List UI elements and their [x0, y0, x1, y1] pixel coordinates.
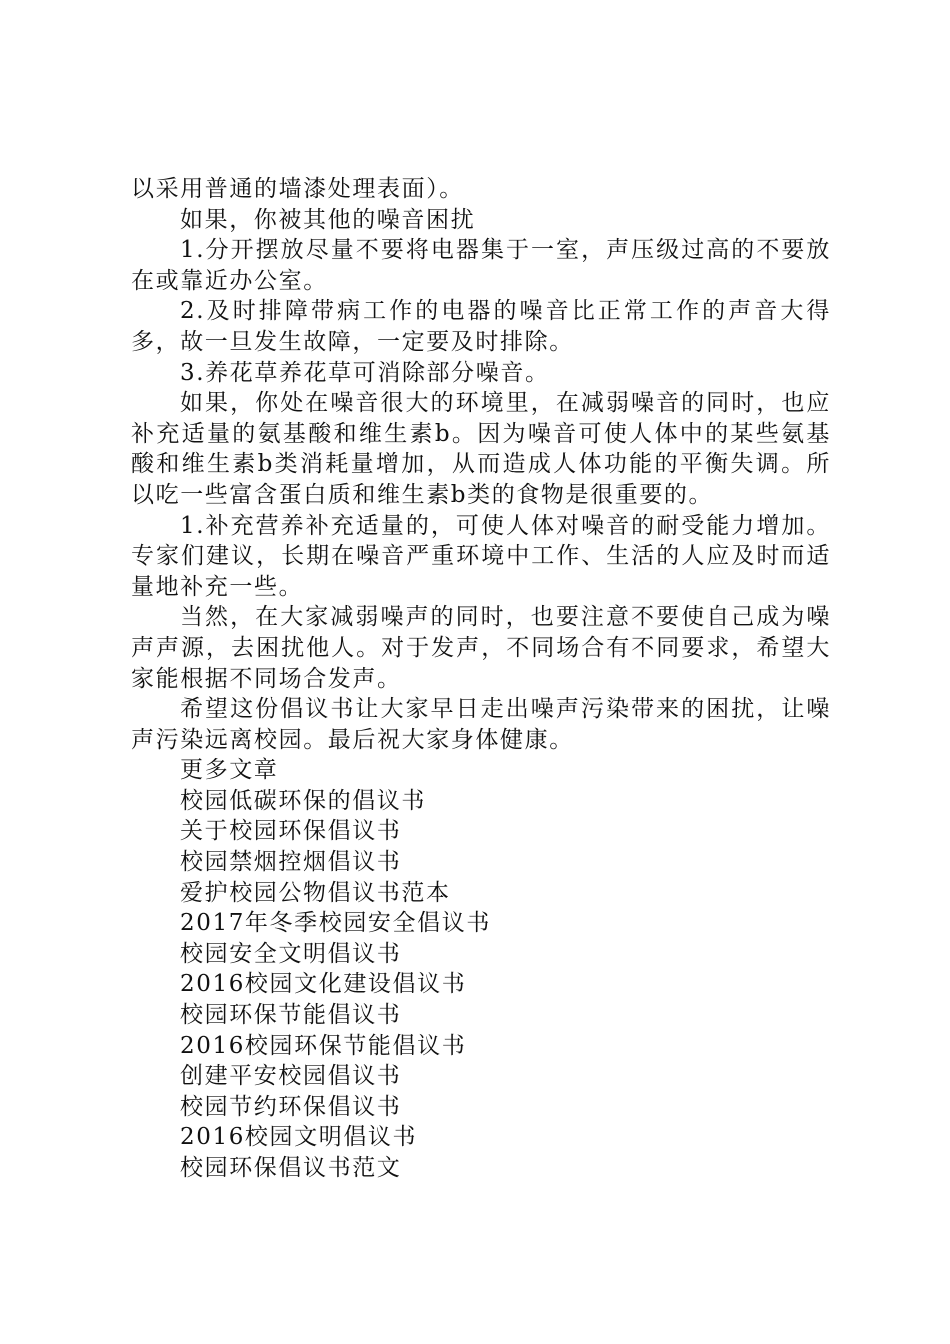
- list-item: [131, 969, 831, 1000]
- list-item: [131, 816, 831, 847]
- list-item: [131, 786, 831, 817]
- paragraph-2: 如果，你被其他的噪音困扰: [180, 206, 476, 233]
- article-link[interactable]: 创建平安校园倡议书: [180, 1063, 402, 1090]
- list-item: [131, 1153, 831, 1184]
- more-articles-list: [131, 786, 831, 1184]
- paragraph-6: 如果，你处在噪音很大的环境里，在减弱噪音的同时，也应补充适量的氨基酸和维生素b。因为噪音可使人体中的某些氨基酸和维生素b类消耗量增加，从而造成人体功能的平衡失调。所以吃一些富含蛋白质和维生素b类的食物是很重要的。: [131, 390, 831, 508]
- list-item: [131, 1000, 831, 1031]
- list-item: [131, 1061, 831, 1092]
- article-link[interactable]: 爱护校园公物倡议书范本: [180, 879, 451, 906]
- article-link[interactable]: 2016校园文化建设倡议书: [180, 971, 467, 998]
- article-link[interactable]: 2016校园文明倡议书: [180, 1124, 418, 1151]
- more-articles-heading: 更多文章: [180, 757, 279, 784]
- article-link[interactable]: 校园禁烟控烟倡议书: [180, 849, 402, 876]
- document-body: [131, 174, 831, 755]
- article-link[interactable]: 关于校园环保倡议书: [180, 818, 402, 845]
- article-link[interactable]: 校园环保倡议书范文: [180, 1155, 402, 1181]
- paragraph-3: 1.分开摆放尽量不要将电器集于一室，声压级过高的不要放在或靠近办公室。: [131, 237, 831, 294]
- list-item: [131, 1031, 831, 1062]
- paragraph-4: 2.及时排障带病工作的电器的噪音比正常工作的声音大得多，故一旦发生故障，一定要及时排除。: [131, 298, 831, 355]
- article-link[interactable]: 校园低碳环保的倡议书: [180, 787, 426, 814]
- article-link[interactable]: 2017年冬季校园安全倡议书: [180, 910, 491, 937]
- list-item: [131, 878, 831, 909]
- list-item: [131, 908, 831, 939]
- article-link[interactable]: 校园环保节能倡议书: [180, 1002, 402, 1029]
- paragraph-8: 当然，在大家减弱噪声的同时，也要注意不要使自己成为噪声声源，去困扰他人。对于发声，不同场合有不同要求，希望大家能根据不同场合发声。: [131, 604, 831, 692]
- list-item: [131, 847, 831, 878]
- document-page: [131, 174, 831, 1184]
- article-link[interactable]: 2016校园环保节能倡议书: [180, 1032, 467, 1059]
- article-link[interactable]: 校园节约环保倡议书: [180, 1093, 402, 1120]
- paragraph-7: 1.补充营养补充适量的，可使人体对噪音的耐受能力增加。专家们建议，长期在噪音严重环境中工作、生活的人应及时而适量地补充一些。: [131, 512, 831, 600]
- list-item: [131, 939, 831, 970]
- paragraph-9: 希望这份倡议书让大家早日走出噪声污染带来的困扰，让噪声污染远离校园。最后祝大家身体健康。: [131, 696, 831, 753]
- list-item: [131, 1122, 831, 1153]
- paragraph-1: 以采用普通的墙漆处理表面）。: [131, 176, 464, 202]
- article-link[interactable]: 校园安全文明倡议书: [180, 940, 402, 967]
- list-item: [131, 1092, 831, 1123]
- paragraph-5: 3.养花草养花草可消除部分噪音。: [180, 359, 550, 386]
